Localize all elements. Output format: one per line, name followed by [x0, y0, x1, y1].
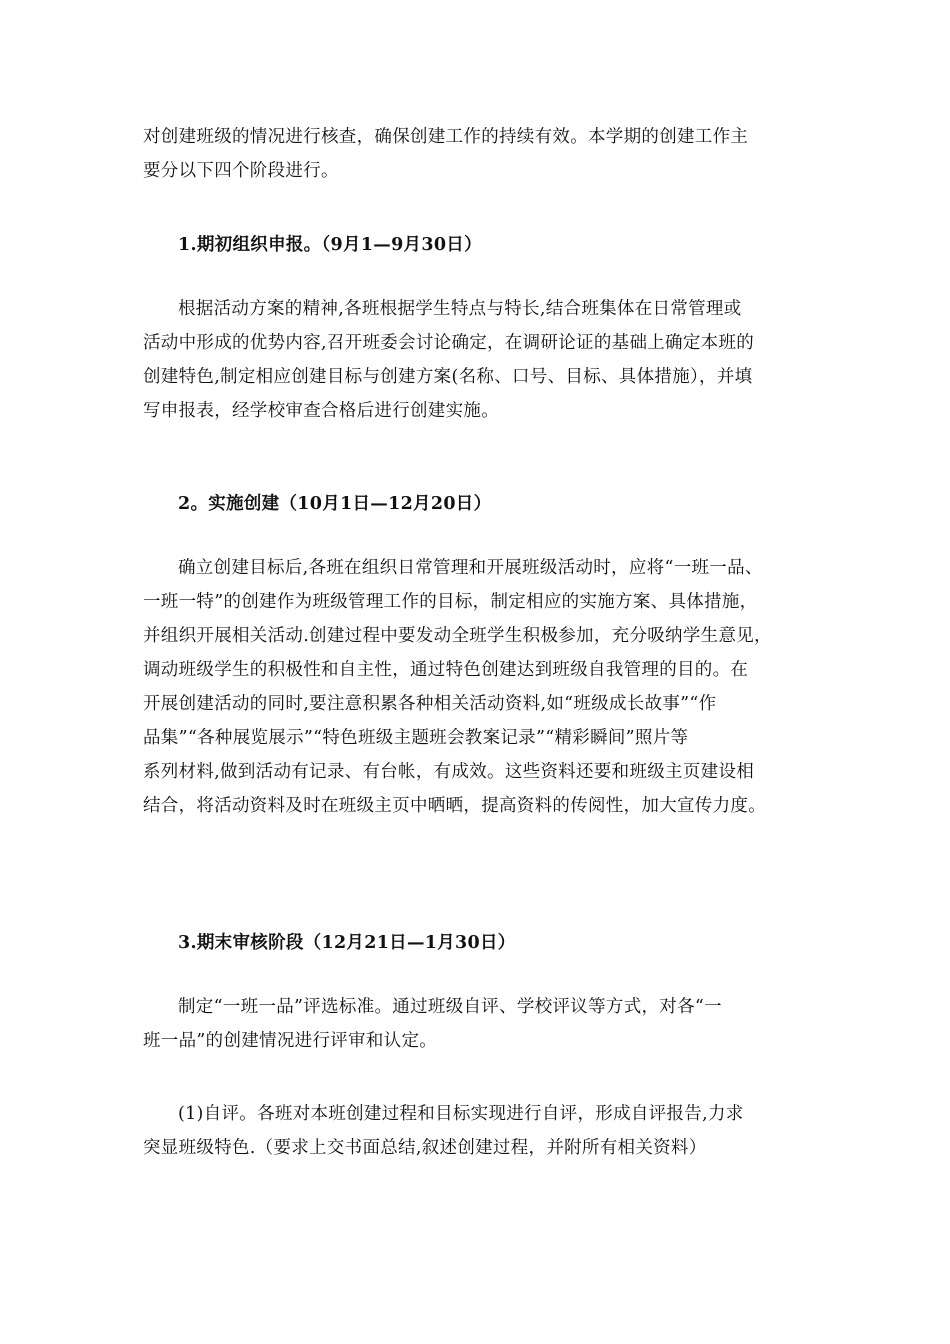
text-line: 班一品”的创建情况进行评审和认定。: [143, 1031, 438, 1051]
paragraph-stage-3: [143, 990, 811, 1058]
text-line: 创建特色,制定相应创建目标与创建方案(名称、口号、目标、具体措施），并填: [143, 367, 753, 387]
text-line: 要分以下四个阶段进行。: [143, 161, 339, 181]
text-line: 开展创建活动的同时,要注意积累各种相关活动资料,如“班级成长故事”“作: [143, 694, 717, 714]
text-line: 对创建班级的情况进行核查，确保创建工作的持续有效。本学期的创建工作主: [143, 127, 749, 147]
section-heading-2: [143, 487, 811, 521]
text-line: 突显班级特色.（要求上交书面总结,叙述创建过程，并附所有相关资料）: [143, 1138, 707, 1158]
text-line: 活动中形成的优势内容,召开班委会讨论确定，在调研论证的基础上确定本班的: [143, 333, 755, 353]
text-line: 写申报表，经学校审查合格后进行创建实施。: [143, 401, 499, 421]
text-line: 一班一特”的创建作为班级管理工作的目标，制定相应的实施方案、具体措施，: [143, 592, 758, 612]
paragraph-self-evaluation: [143, 1097, 811, 1165]
text-line: 结合，将活动资料及时在班级主页中晒晒，提高资料的传阅性，加大宣传力度。: [143, 796, 766, 816]
text-line: 并组织开展相关活动.创建过程中要发动全班学生积极参加，充分吸纳学生意见，: [143, 626, 772, 646]
text-line: 根据活动方案的精神,各班根据学生特点与特长,结合班集体在日常管理或: [178, 299, 742, 319]
heading-text: 1.期初组织申报。（9月1—9月30日）: [178, 235, 482, 255]
heading-text: 3.期末审核阶段（12月21日—1月30日）: [178, 933, 516, 953]
text-line: 品集”“各种展览展示”“特色班级主题班会教案记录”“精彩瞬间”照片等: [143, 728, 689, 748]
section-heading-1: [143, 228, 811, 262]
text-line: 制定“一班一品”评选标准。通过班级自评、学校评议等方式，对各“一: [178, 997, 722, 1017]
text-line: 确立创建目标后,各班在组织日常管理和开展班级活动时，应将“一班一品、: [178, 558, 763, 578]
section-heading-3: [143, 926, 811, 960]
paragraph-intro: [143, 120, 811, 188]
text-line: (1)自评。各班对本班创建过程和目标实现进行自评，形成自评报告,力求: [178, 1104, 744, 1124]
paragraph-stage-2: [143, 551, 811, 823]
text-line: 调动班级学生的积极性和自主性，通过特色创建达到班级自我管理的目的。在: [143, 660, 749, 680]
heading-text: 2。实施创建（10月1日—12月20日）: [178, 494, 492, 514]
text-line: 系列材料,做到活动有记录、有台帐，有成效。这些资料还要和班级主页建设相: [143, 762, 755, 782]
paragraph-stage-1: [143, 292, 811, 428]
